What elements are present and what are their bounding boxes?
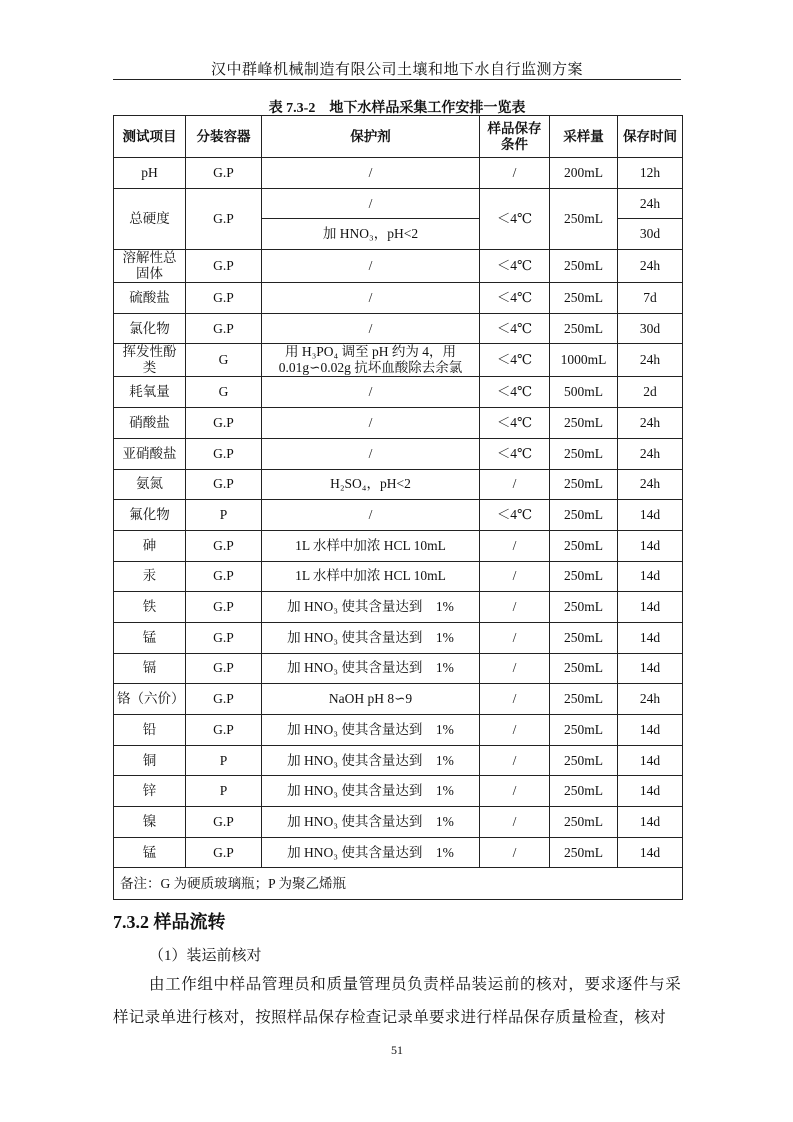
table-cell: 砷 [114, 530, 186, 561]
table-cell: 14d [618, 622, 683, 653]
table-row [114, 500, 683, 531]
table-cell: 250mL [550, 313, 618, 344]
table-row [114, 776, 683, 807]
table-cell: 24h [618, 344, 683, 377]
table-cell: 250mL [550, 622, 618, 653]
table-cell: H₂SO₄，pH<2 [262, 469, 480, 500]
table-row [114, 438, 683, 469]
table-cell: 250mL [550, 250, 618, 283]
table-cell: 加 HNO₃ 使其含量达到 1% [262, 807, 480, 838]
table-row [114, 530, 683, 561]
table-cell: 250mL [550, 438, 618, 469]
table-cell: 12h [618, 158, 683, 189]
table-cell: / [262, 158, 480, 189]
table-cell: 铜 [114, 745, 186, 776]
table-cell: G.P [186, 653, 262, 684]
table-cell: 总硬度 [114, 188, 186, 249]
table-cell: G.P [186, 530, 262, 561]
table-cell: 镉 [114, 653, 186, 684]
table-cell: 加 HNO₃ 使其含量达到 1% [262, 776, 480, 807]
table-cell: 250mL [550, 500, 618, 531]
table-row [114, 283, 683, 314]
table-row [114, 344, 683, 377]
table-cell: 锌 [114, 776, 186, 807]
table-cell: 加 HNO₃ 使其含量达到 1% [262, 837, 480, 868]
page-header: 汉中群峰机械制造有限公司土壤和地下水自行监测方案 [210, 62, 583, 78]
table-cell: ＜4℃ [480, 377, 550, 408]
table-cell: 250mL [550, 653, 618, 684]
table-cell: ＜4℃ [480, 500, 550, 531]
table-cell: G.P [186, 313, 262, 344]
table-row [114, 408, 683, 439]
groundwater-sampling-table [113, 115, 683, 900]
column-header: 测试项目 [114, 116, 186, 158]
table-cell: 用 H₃PO₄ 调至 pH 约为 4，用 0.01g∽0.02g 抗坏血酸除去余氯 [262, 344, 480, 377]
table-cell: G.P [186, 592, 262, 623]
table-cell: G.P [186, 188, 262, 249]
table-cell: 亚硝酸盐 [114, 438, 186, 469]
table-cell: 14d [618, 807, 683, 838]
table-cell: 14d [618, 837, 683, 868]
table-cell: 硝酸盐 [114, 408, 186, 439]
table-row [114, 807, 683, 838]
table-cell: / [480, 530, 550, 561]
table-cell: 250mL [550, 837, 618, 868]
table-row [114, 837, 683, 868]
table-cell: / [480, 561, 550, 592]
table-cell: 7d [618, 283, 683, 314]
table-cell: / [480, 469, 550, 500]
table-row [114, 745, 683, 776]
table-cell: G.P [186, 715, 262, 746]
table-cell: G.P [186, 622, 262, 653]
table-cell: 24h [618, 684, 683, 715]
table-cell: 250mL [550, 684, 618, 715]
section-heading: 7.3.2 样品流转 [113, 912, 226, 932]
table-cell: 14d [618, 776, 683, 807]
table-note: 备注：G 为硬质玻璃瓶；P 为聚乙烯瓶 [114, 868, 683, 900]
table-cell: / [480, 158, 550, 189]
table-cell: G.P [186, 283, 262, 314]
table-cell: 铬（六价） [114, 684, 186, 715]
table-cell: 24h [618, 188, 683, 219]
table-cell: 14d [618, 653, 683, 684]
table-cell: / [262, 500, 480, 531]
table-row [114, 377, 683, 408]
column-header: 样品保存条件 [480, 116, 550, 158]
body-paragraph: 由工作组中样品管理员和质量管理员负责样品装运前的核对，要求逐件与采样记录单进行核对，按照样品保存检查记录单要求进行样品保存质量检查，核对 [113, 976, 681, 1026]
table-cell: 耗氧量 [114, 377, 186, 408]
table-cell: 14d [618, 715, 683, 746]
table-cell: G.P [186, 807, 262, 838]
table-cell: G.P [186, 469, 262, 500]
table-cell: G.P [186, 684, 262, 715]
table-cell: / [262, 313, 480, 344]
table-cell: 铁 [114, 592, 186, 623]
table-cell: 250mL [550, 592, 618, 623]
table-cell: G.P [186, 158, 262, 189]
table-cell: 14d [618, 500, 683, 531]
table-cell: G.P [186, 250, 262, 283]
table-caption: 表 7.3-2 地下水样品采集工作安排一览表 [268, 101, 526, 116]
table-cell: / [480, 653, 550, 684]
table-cell: 2d [618, 377, 683, 408]
table-cell: P [186, 776, 262, 807]
column-header: 保存时间 [618, 116, 683, 158]
table-cell: / [480, 745, 550, 776]
table-cell: 14d [618, 745, 683, 776]
table-cell: 溶解性总固体 [114, 250, 186, 283]
table-cell: / [262, 188, 480, 219]
table-cell: G.P [186, 408, 262, 439]
table-row [114, 684, 683, 715]
table-row [114, 188, 683, 219]
table-cell: 加 HNO₃ 使其含量达到 1% [262, 653, 480, 684]
table-note-row [114, 868, 683, 900]
table-cell: 挥发性酚类 [114, 344, 186, 377]
table-cell: 14d [618, 592, 683, 623]
table-cell: 30d [618, 313, 683, 344]
table-cell: G [186, 377, 262, 408]
table-cell: 加 HNO₃，pH<2 [262, 219, 480, 250]
table-cell: / [480, 592, 550, 623]
table-cell: ＜4℃ [480, 438, 550, 469]
table-cell: 250mL [550, 469, 618, 500]
table-cell: 氯化物 [114, 313, 186, 344]
table-cell: 1L 水样中加浓 HCL 10mL [262, 561, 480, 592]
table-cell: / [480, 776, 550, 807]
table-cell: 24h [618, 469, 683, 500]
header-divider [113, 79, 681, 80]
table-cell: 24h [618, 408, 683, 439]
table-cell: 加 HNO₃ 使其含量达到 1% [262, 622, 480, 653]
table-cell: / [480, 837, 550, 868]
table-cell: ＜4℃ [480, 344, 550, 377]
table-cell: / [480, 622, 550, 653]
table-cell: 加 HNO₃ 使其含量达到 1% [262, 715, 480, 746]
table-cell: 250mL [550, 188, 618, 249]
table-cell: 250mL [550, 561, 618, 592]
table-row [114, 592, 683, 623]
table-row [114, 469, 683, 500]
column-header: 保护剂 [262, 116, 480, 158]
table-cell: 24h [618, 438, 683, 469]
table-cell: P [186, 500, 262, 531]
table-cell: / [480, 715, 550, 746]
table-cell: ＜4℃ [480, 283, 550, 314]
table-cell: G [186, 344, 262, 377]
table-cell: / [262, 408, 480, 439]
table-cell: 加 HNO₃ 使其含量达到 1% [262, 745, 480, 776]
table-cell: 汞 [114, 561, 186, 592]
table-row [114, 313, 683, 344]
table-cell: G.P [186, 561, 262, 592]
table-cell: 氨氮 [114, 469, 186, 500]
table-cell: 1L 水样中加浓 HCL 10mL [262, 530, 480, 561]
table-cell: / [480, 807, 550, 838]
table-row [114, 622, 683, 653]
table-cell: 硫酸盐 [114, 283, 186, 314]
table-row [114, 715, 683, 746]
table-cell: 250mL [550, 776, 618, 807]
table-cell: / [262, 250, 480, 283]
table-cell: / [262, 377, 480, 408]
table-cell: 250mL [550, 408, 618, 439]
table-cell: 250mL [550, 283, 618, 314]
table-cell: 14d [618, 530, 683, 561]
table-cell: 铅 [114, 715, 186, 746]
table-row [114, 561, 683, 592]
table-cell: / [262, 438, 480, 469]
table-row [114, 158, 683, 189]
table-row [114, 250, 683, 283]
table-cell: ＜4℃ [480, 188, 550, 249]
table-cell: pH [114, 158, 186, 189]
table-cell: 14d [618, 561, 683, 592]
table-cell: 200mL [550, 158, 618, 189]
table-cell: 镍 [114, 807, 186, 838]
table-cell: 1000mL [550, 344, 618, 377]
table-row [114, 653, 683, 684]
table-cell: ＜4℃ [480, 313, 550, 344]
table-cell: G.P [186, 837, 262, 868]
subsection-heading: （1）装运前核对 [149, 948, 262, 964]
table-cell: 250mL [550, 745, 618, 776]
table-cell: 30d [618, 219, 683, 250]
table-header-row [114, 116, 683, 158]
table-cell: 250mL [550, 715, 618, 746]
table-cell: P [186, 745, 262, 776]
table-cell: / [480, 684, 550, 715]
table-cell: 250mL [550, 807, 618, 838]
table-cell: 24h [618, 250, 683, 283]
table-cell: G.P [186, 438, 262, 469]
table-cell: 锰 [114, 622, 186, 653]
table-cell: NaOH pH 8∽9 [262, 684, 480, 715]
table-cell: ＜4℃ [480, 250, 550, 283]
table-cell: 加 HNO₃ 使其含量达到 1% [262, 592, 480, 623]
table-cell: 锰 [114, 837, 186, 868]
column-header: 采样量 [550, 116, 618, 158]
table-cell: 氟化物 [114, 500, 186, 531]
table-cell: / [262, 283, 480, 314]
column-header: 分装容器 [186, 116, 262, 158]
table-cell: 250mL [550, 530, 618, 561]
page-number: 51 [391, 1043, 403, 1057]
table-cell: ＜4℃ [480, 408, 550, 439]
table-cell: 500mL [550, 377, 618, 408]
